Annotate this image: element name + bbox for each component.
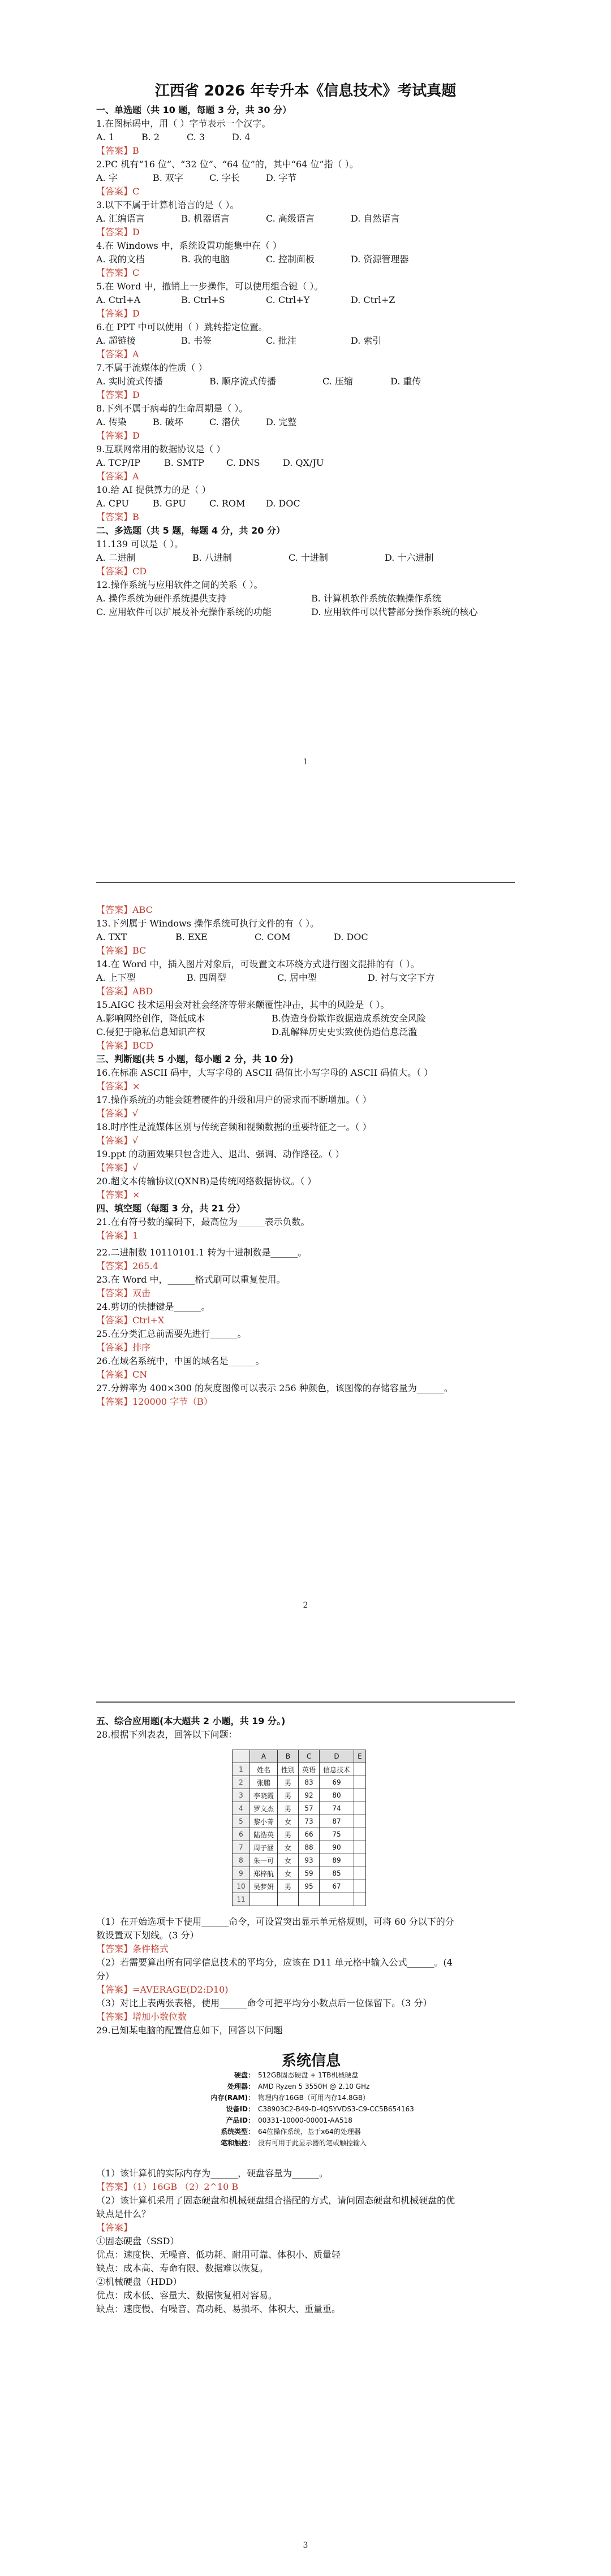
option: B. EXE	[175, 932, 208, 942]
option: B. 我的电脑	[181, 254, 230, 265]
options-8	[96, 417, 526, 430]
column-letter: B	[278, 1750, 299, 1763]
answer-23: 【答案】双击	[96, 1288, 151, 1298]
answer-1: 【答案】B	[96, 145, 139, 156]
answer-19: 【答案】√	[96, 1162, 139, 1173]
options-9	[96, 457, 526, 471]
answer-27: 【答案】120000 字节（B）	[96, 1396, 213, 1407]
option: D. 应用软件可以代替部分操作系统的核心	[311, 607, 478, 617]
answer-24: 【答案】Ctrl+X	[96, 1315, 165, 1326]
option: D.乱解释历史史实致使伪造信息泛滥	[272, 1027, 418, 1037]
question-20: 20.超文本传输协议(QXNB)是传统网络数据协议。（ ）	[96, 1176, 317, 1187]
question-5: 5.在 Word 中，撤销上一步操作，可以使用组合键（ ）。	[96, 281, 324, 292]
table-row: 5 黎小菁 女 73 87	[233, 1815, 366, 1828]
table-row: 2 张鹏 男 83 69	[233, 1776, 366, 1789]
option: C. 应用软件可以扩展及补充操作系统的功能	[96, 607, 272, 617]
answer-10: 【答案】B	[96, 512, 139, 522]
ssd-title: ①固态硬盘（SSD）	[96, 2236, 179, 2246]
question-9: 9.互联网常用的数据协议是（ ）	[96, 444, 226, 454]
table-header: 信息技术	[320, 1763, 354, 1776]
option: D. QX/JU	[283, 457, 324, 468]
option: A. CPU	[96, 498, 129, 509]
options-5	[96, 295, 526, 308]
option: C. 潜伏	[209, 417, 240, 427]
answer-28-3: 【答案】增加小数位数	[96, 2011, 187, 2022]
options-15b	[96, 1027, 526, 1040]
option: B. 八进制	[192, 552, 232, 563]
question-14: 14.在 Word 中，插入图片对象后，可设置文本环绕方式进行图文混排的有（ ）。	[96, 959, 420, 969]
divider	[96, 1702, 515, 1703]
option: D. 十六进制	[385, 552, 434, 563]
question-28-1: （1）在开始选项卡下使用______命令，可设置突出显示单元格规则，可将 60 分以下的分	[96, 1916, 454, 1927]
answer-9: 【答案】A	[96, 471, 139, 482]
page-number: 1	[303, 757, 308, 767]
option: B. 四周型	[187, 972, 226, 983]
table-row: 3 李晓霞 男 92 80	[233, 1789, 366, 1802]
option: C. ROM	[209, 498, 246, 509]
option: C. 控制面板	[266, 254, 315, 265]
table-header-row: 1 姓名 性别 英语 信息技术	[233, 1763, 366, 1776]
options-10	[96, 498, 526, 512]
sys-row: 系统类型： 64位操作系统，基于x64的处理器	[220, 2128, 361, 2136]
page-3-q28	[96, 1916, 526, 2038]
option: C. DNS	[226, 457, 260, 468]
question-22: 22.二进制数 10110101.1 转为十进制数是______。	[96, 1247, 307, 1258]
option: A. Ctrl+A	[96, 295, 141, 305]
question-8: 8.下列不属于病毒的生命周期是（ ）。	[96, 403, 248, 414]
question-17: 17.操作系统的功能会随着硬件的升级和用户的需求而不断增加。（ ）	[96, 1094, 372, 1105]
option: A. 上下型	[96, 972, 136, 983]
table-row: 9 郑梓航 女 59 85	[233, 1867, 366, 1880]
answer-18: 【答案】√	[96, 1135, 139, 1146]
answer-26: 【答案】CN	[96, 1369, 148, 1380]
answer-6: 【答案】A	[96, 349, 139, 360]
question-29-2: （2）该计算机采用了固态硬盘和机械硬盘组合搭配的方式，请问固态硬盘和机械硬盘的优	[96, 2195, 455, 2206]
options-1	[96, 132, 526, 145]
option: C. 字长	[209, 172, 240, 183]
option: B. GPU	[153, 498, 186, 509]
table-row: 7 周子涵 女 88 90	[233, 1841, 366, 1854]
option: B. 计算机软件系统依赖操作系统	[311, 593, 441, 604]
option: B. 双字	[153, 172, 183, 183]
sys-row: 内存(RAM)： 物理内存16GB（可用内存14.8GB）	[210, 2094, 370, 2102]
system-info-title: 系统信息	[281, 2053, 341, 2070]
column-letter: E	[354, 1750, 366, 1763]
sys-row: 设备ID： C38903C2-B49-D-4Q5YVDS3-C9-CC5B654163	[226, 2105, 414, 2113]
options-14	[96, 972, 526, 986]
option: C. 高级语言	[266, 213, 315, 224]
option: A. 二进制	[96, 552, 136, 563]
option: A. 我的文档	[96, 254, 145, 265]
answer-2: 【答案】C	[96, 186, 140, 197]
option: D. 字节	[266, 172, 297, 183]
page-3-top	[96, 1716, 526, 1743]
answer-17: 【答案】√	[96, 1108, 139, 1119]
answer-8: 【答案】D	[96, 430, 140, 441]
option: D. 完整	[266, 417, 297, 427]
table-row: 4 罗文杰 男 57 74	[233, 1802, 366, 1815]
answer-29-2: 【答案】	[96, 2222, 133, 2233]
table-row: 6 陆浩英 男 66 75	[233, 1828, 366, 1841]
question-23: 23.在 Word 中，______格式刷可以重复使用。	[96, 1274, 286, 1285]
page-number: 2	[303, 1601, 308, 1610]
ssd-cons: 缺点：成本高、寿命有限、数据难以恢复。	[96, 2263, 269, 2274]
column-letter: A	[250, 1750, 278, 1763]
question-16: 16.在标准 ASCII 码中，大写字母的 ASCII 码值比小写字母的 ASCII 码值大。（ ）	[96, 1067, 433, 1078]
answer-16: 【答案】×	[96, 1081, 140, 1092]
question-11: 11.139 可以是（ ）。	[96, 539, 184, 549]
answer-14: 【答案】ABD	[96, 986, 153, 997]
section-heading: 一、单选题（共 10 题，每题 3 分，共 30 分）	[96, 105, 292, 115]
option: A. 汇编语言	[96, 213, 145, 224]
hdd-title: ②机械硬盘（HDD）	[96, 2276, 182, 2287]
answer-28-1: 【答案】条件格式	[96, 1943, 169, 1954]
option: C. COM	[255, 932, 291, 942]
question-4: 4.在 Windows 中，系统设置功能集中在（ ）	[96, 240, 282, 251]
option: C. 压缩	[322, 376, 353, 387]
option: A. TXT	[96, 932, 127, 942]
question-6: 6.在 PPT 中可以使用（ ）跳转指定位置。	[96, 322, 268, 332]
sys-row: 笔和触控： 没有可用于此显示器的笔或触控输入	[220, 2139, 367, 2147]
answer-15: 【答案】BCD	[96, 1040, 154, 1051]
table-header: 性别	[278, 1763, 299, 1776]
question-7: 7.不属于流媒体的性质（ ）	[96, 362, 208, 373]
options-13	[96, 932, 526, 945]
page-number: 3	[303, 2541, 308, 2550]
option: B. Ctrl+S	[181, 295, 225, 305]
divider	[96, 882, 515, 883]
ssd-pros: 优点：速度快、无噪音、低功耗、耐用可靠、体积小、质量轻	[96, 2249, 341, 2260]
section-heading: 五、综合应用题(本大题共 2 小题，共 19 分。)	[96, 1716, 286, 1726]
option: C. 批注	[266, 335, 296, 346]
section-heading: 四、填空题（每题 3 分，共 21 分）	[96, 1203, 246, 1214]
page-3	[0, 1639, 611, 2576]
column-letter: C	[299, 1750, 320, 1763]
answer-11: 【答案】CD	[96, 566, 147, 577]
options-12b	[96, 607, 526, 620]
question-26: 26.在域名系统中，中国的域名是______。	[96, 1356, 265, 1366]
table-header: 姓名	[250, 1763, 278, 1776]
question-2: 2.PC 机有“16 位”、“32 位”、“64 位”的，其中“64 位”指（ ）。	[96, 159, 359, 170]
answer-13: 【答案】BC	[96, 945, 147, 956]
option: B. 机器语言	[181, 213, 230, 224]
option: B. 2	[141, 132, 160, 142]
answer-12: 【答案】ABC	[96, 904, 153, 915]
section-heading: 二、多选题（共 5 题，每题 4 分，共 20 分）	[96, 525, 285, 536]
option: D. 资源管理器	[351, 254, 409, 265]
hdd-cons: 缺点：速度慢、有噪音、高功耗、易损坏、体积大、重量重。	[96, 2304, 341, 2314]
column-letter: D	[320, 1750, 354, 1763]
question-1: 1.在图标码中，用（ ）字节表示一个汉字。	[96, 118, 271, 129]
option: D. 索引	[351, 335, 382, 346]
option: A. 实时流式传播	[96, 376, 163, 387]
option: D. DOC	[334, 932, 368, 942]
answer-4: 【答案】C	[96, 267, 140, 278]
option: B. 书签	[181, 335, 212, 346]
option: D. Ctrl+Z	[351, 295, 395, 305]
page-2	[0, 791, 611, 1639]
option: A. 1	[96, 132, 114, 142]
question-25: 25.在分类汇总前需要先进行______。	[96, 1328, 247, 1339]
question-28-2-cont: 分）	[96, 1971, 115, 1981]
options-3	[96, 213, 526, 227]
table-header: 英语	[299, 1763, 320, 1776]
options-12	[96, 593, 526, 607]
option: C. 居中型	[277, 972, 317, 983]
question-28: 28.根据下列表表，回答以下问题：	[96, 1729, 238, 1740]
question-3: 3.以下不属于计算机语言的是（ ）。	[96, 200, 239, 210]
question-29-1: （1）该计算机的实际内存为______，硬盘容量为______。	[96, 2168, 329, 2179]
options-15	[96, 1013, 526, 1027]
option: C. 3	[187, 132, 205, 142]
row-number-cell	[233, 1750, 250, 1763]
answer-28-2: 【答案】=AVERAGE(D2:D10)	[96, 1984, 229, 1995]
option: C. Ctrl+Y	[266, 295, 310, 305]
options-4	[96, 254, 526, 267]
page-2-content	[96, 904, 526, 1410]
option: D. 衬与文字下方	[368, 972, 435, 983]
table-row: 8 朱一可 女 93 89	[233, 1854, 366, 1867]
option: B. SMTP	[164, 457, 204, 468]
table-row: 10 吴梦妍 男 95 67	[233, 1880, 366, 1893]
option: A. TCP/IP	[96, 457, 140, 468]
option: A. 字	[96, 172, 118, 183]
sys-row: 硬盘： 512GB固态硬盘 + 1TB机械硬盘	[234, 2071, 359, 2079]
sys-row: 处理器： AMD Ryzen 5 3550H @ 2.10 GHz	[227, 2083, 370, 2090]
answer-5: 【答案】D	[96, 308, 140, 319]
option: D. 4	[232, 132, 251, 142]
answer-25: 【答案】排序	[96, 1342, 151, 1353]
option: B. 破坏	[153, 417, 183, 427]
answer-3: 【答案】D	[96, 227, 140, 237]
question-29-2-cont: 缺点是什么？	[96, 2209, 151, 2219]
answer-20: 【答案】×	[96, 1189, 140, 1200]
options-7	[96, 376, 526, 389]
answer-22: 【答案】265.4	[96, 1261, 158, 1271]
question-18: 18.时序性是流媒体区别与传统音频和视频数据的重要特征之一。（ ）	[96, 1122, 372, 1132]
question-28-3: （3）对比上表两张表格，使用______命令可把平均分小数点后一位保留下。（3 分）	[96, 1998, 432, 2008]
option: A. 超链接	[96, 335, 136, 346]
sys-row: 产品ID： 00331-10000-00001-AA518	[226, 2116, 352, 2124]
option: D. 重传	[390, 376, 421, 387]
hdd-pros: 优点：成本低、容量大、数据恢复相对容易。	[96, 2290, 278, 2301]
question-27: 27.分辨率为 400×300 的灰度图像可以表示 256 种颜色，该图像的存储容量为______。	[96, 1383, 453, 1393]
question-28-1-cont: 数设置双下划线。(3 分）	[96, 1930, 199, 1941]
question-28-2: （2）若需要算出所有同学信息技术的平均分，应该在 D11 单元格中输入公式______。(4	[96, 1957, 453, 1968]
question-24: 24.剪切的快捷键是______。	[96, 1301, 210, 1312]
question-10: 10.给 AI 提供算力的是（ ）	[96, 484, 211, 495]
answer-7: 【答案】D	[96, 389, 140, 400]
question-12: 12.操作系统与应用软件之间的关系（ ）。	[96, 579, 263, 590]
options-2	[96, 172, 526, 186]
question-19: 19.ppt 的动画效果只包含进入、退出、强调、动作路径。（ ）	[96, 1149, 345, 1159]
question-21: 21.在有符号数的编码下，最高位为______表示负数。	[96, 1216, 310, 1227]
question-15: 15.AIGC 技术运用会对社会经济等带来颠覆性冲击，其中的风险是（ ）。	[96, 999, 390, 1010]
page-3-q29	[96, 2168, 526, 2317]
option: A. 传染	[96, 417, 127, 427]
grades-table: A B C D E 1 姓名 性别 英语 信息技术 2 张鹏 男 83 69 3 李晓霞 男 92 80 4 罗文杰 男 57 74 5 黎小菁 女 73 87 6 陆浩英 男 66 75 7 周子涵 女 88 90 8 朱一可 女 93 89 9 郑梓航 女 59 85 10 吴梦妍 男 95 67 11	[232, 1750, 366, 1906]
option: A.影响网络创作，降低成本	[96, 1013, 205, 1024]
option: B. 顺序流式传播	[209, 376, 276, 387]
option: C.侵犯于隐私信息知识产权	[96, 1027, 205, 1037]
page-1	[0, 0, 611, 791]
question-29: 29.已知某电脑的配置信息如下，回答以下问题	[96, 2025, 283, 2036]
system-info-panel	[192, 2049, 430, 2149]
question-13: 13.下列属于 Windows 操作系统可执行文件的有（ ）。	[96, 918, 320, 929]
options-6	[96, 335, 526, 349]
exam-title: 江西省 2026 年专升本《信息技术》考试真题	[154, 83, 457, 99]
option: A. 操作系统为硬件系统提供支持	[96, 593, 226, 604]
option: C. 十进制	[289, 552, 328, 563]
page-1-content	[96, 105, 526, 620]
answer-29-1: 【答案】（1）16GB （2）2^10 B	[96, 2181, 239, 2192]
option: D. 自然语言	[351, 213, 400, 224]
section-heading: 三、判断题(共 5 小题，每小题 2 分，共 10 分)	[96, 1054, 294, 1064]
option: D. DOC	[266, 498, 300, 509]
options-11	[96, 552, 526, 566]
answer-21: 【答案】1	[96, 1230, 139, 1241]
option: B.伪造身份欺诈数据造成系统安全风险	[272, 1013, 426, 1024]
